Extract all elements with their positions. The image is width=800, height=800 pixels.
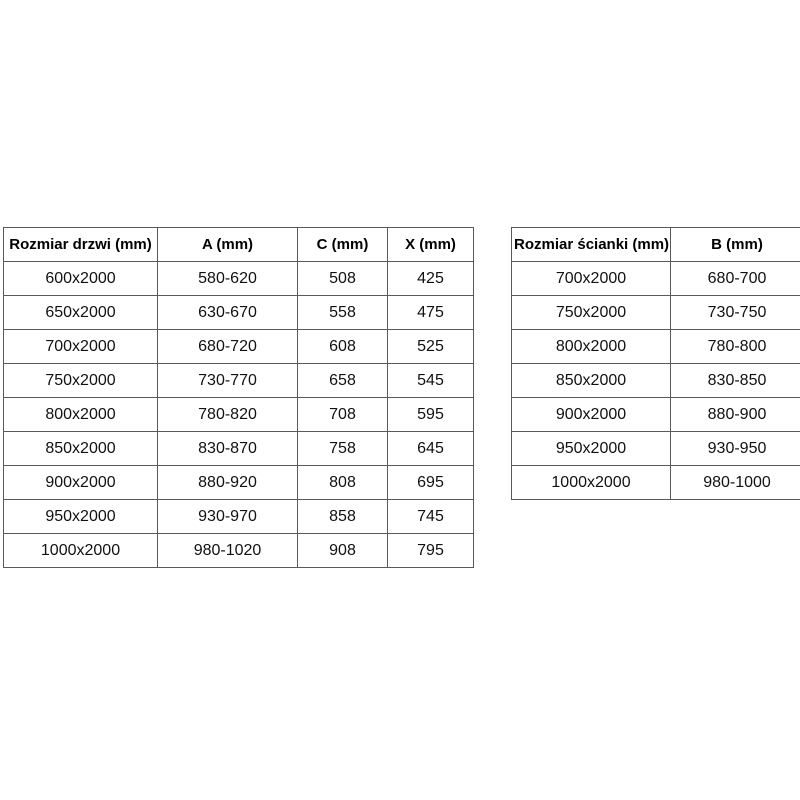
table-cell: 795 xyxy=(388,534,474,568)
table-cell: 1000x2000 xyxy=(4,534,158,568)
table-cell: 650x2000 xyxy=(4,296,158,330)
table-cell: 695 xyxy=(388,466,474,500)
table-cell: 880-900 xyxy=(671,398,800,432)
table-row xyxy=(512,330,800,364)
table-cell: 980-1020 xyxy=(158,534,298,568)
table-header-cell: Rozmiar ścianki (mm) xyxy=(512,228,671,262)
table-header-cell: X (mm) xyxy=(388,228,474,262)
table-cell: 930-970 xyxy=(158,500,298,534)
table-header-cell: B (mm) xyxy=(671,228,800,262)
table-row xyxy=(512,296,800,330)
table-cell: 758 xyxy=(298,432,388,466)
table-row xyxy=(4,432,474,466)
table-cell: 680-720 xyxy=(158,330,298,364)
table-row xyxy=(4,330,474,364)
table-cell: 545 xyxy=(388,364,474,398)
table-cell: 558 xyxy=(298,296,388,330)
table-header-cell: A (mm) xyxy=(158,228,298,262)
table-cell: 900x2000 xyxy=(512,398,671,432)
table-cell: 780-820 xyxy=(158,398,298,432)
table-cell: 800x2000 xyxy=(4,398,158,432)
table-cell: 475 xyxy=(388,296,474,330)
table-cell: 508 xyxy=(298,262,388,296)
table-cell: 750x2000 xyxy=(512,296,671,330)
table-row xyxy=(4,262,474,296)
table-cell: 908 xyxy=(298,534,388,568)
table-cell: 630-670 xyxy=(158,296,298,330)
table-cell: 645 xyxy=(388,432,474,466)
table-cell: 950x2000 xyxy=(512,432,671,466)
table-cell: 580-620 xyxy=(158,262,298,296)
table-header-row xyxy=(512,228,800,262)
table-cell: 850x2000 xyxy=(512,364,671,398)
table-cell: 800x2000 xyxy=(512,330,671,364)
table-row xyxy=(4,296,474,330)
table-cell: 425 xyxy=(388,262,474,296)
table-cell: 830-870 xyxy=(158,432,298,466)
table-cell: 700x2000 xyxy=(512,262,671,296)
table-cell: 730-750 xyxy=(671,296,800,330)
table-cell: 595 xyxy=(388,398,474,432)
table-row xyxy=(512,432,800,466)
door-sizes-table xyxy=(3,227,474,568)
table-cell: 780-800 xyxy=(671,330,800,364)
table-row xyxy=(512,262,800,296)
table-cell: 700x2000 xyxy=(4,330,158,364)
table-cell: 745 xyxy=(388,500,474,534)
table-cell: 858 xyxy=(298,500,388,534)
table-cell: 808 xyxy=(298,466,388,500)
table-cell: 730-770 xyxy=(158,364,298,398)
table-row xyxy=(4,398,474,432)
table-cell: 850x2000 xyxy=(4,432,158,466)
table-row xyxy=(512,466,800,500)
table-cell: 600x2000 xyxy=(4,262,158,296)
table-row xyxy=(4,466,474,500)
table-cell: 880-920 xyxy=(158,466,298,500)
table-header-row xyxy=(4,228,474,262)
table-cell: 608 xyxy=(298,330,388,364)
table-row xyxy=(4,500,474,534)
table-cell: 525 xyxy=(388,330,474,364)
table-row xyxy=(4,534,474,568)
wall-sizes-table xyxy=(511,227,800,500)
table-cell: 708 xyxy=(298,398,388,432)
table-cell: 900x2000 xyxy=(4,466,158,500)
table-cell: 950x2000 xyxy=(4,500,158,534)
table-cell: 658 xyxy=(298,364,388,398)
table-header-cell: Rozmiar drzwi (mm) xyxy=(4,228,158,262)
table-row xyxy=(512,398,800,432)
table-cell: 750x2000 xyxy=(4,364,158,398)
table-cell: 680-700 xyxy=(671,262,800,296)
table-header-cell: C (mm) xyxy=(298,228,388,262)
table-cell: 1000x2000 xyxy=(512,466,671,500)
table-row xyxy=(512,364,800,398)
table-cell: 980-1000 xyxy=(671,466,800,500)
table-cell: 930-950 xyxy=(671,432,800,466)
table-row xyxy=(4,364,474,398)
table-cell: 830-850 xyxy=(671,364,800,398)
